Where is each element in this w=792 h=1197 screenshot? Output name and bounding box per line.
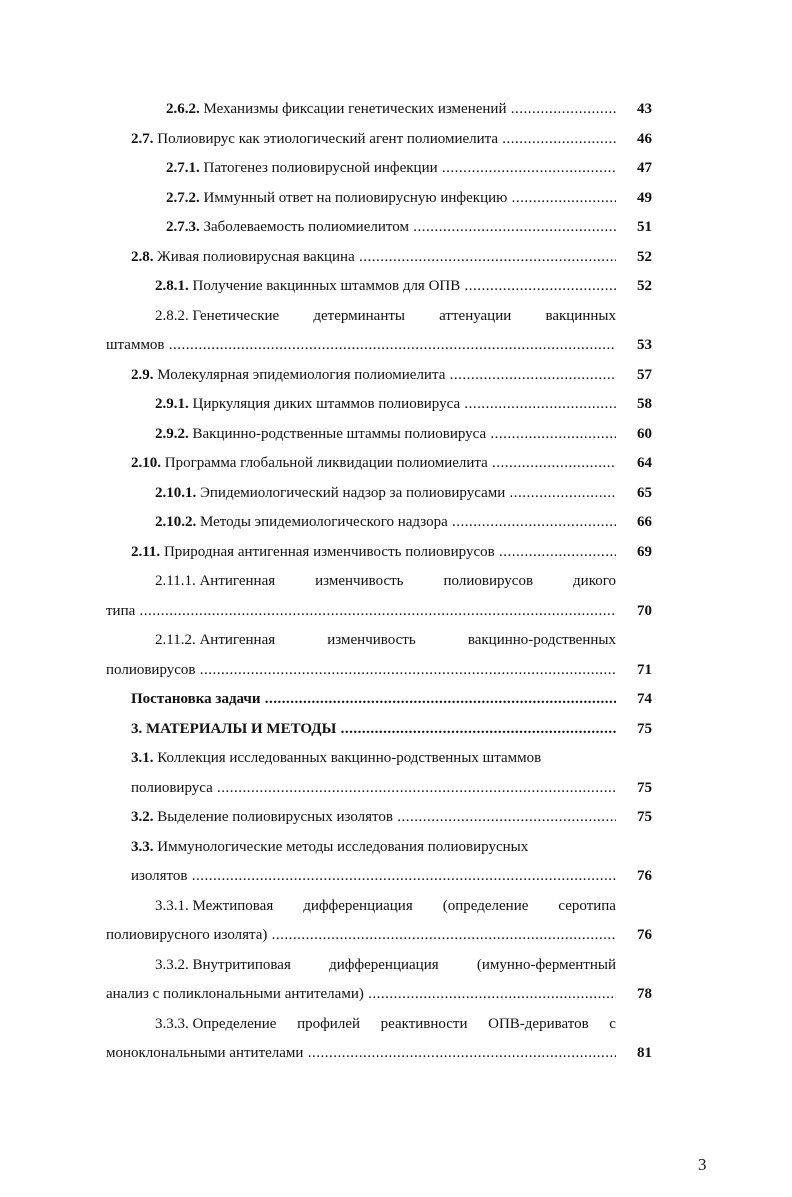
toc-entry [155, 482, 616, 504]
toc-entry [131, 452, 616, 474]
toc-entry-word: ОПВ-дериватов [488, 1016, 589, 1032]
toc-page-number: 69 [637, 544, 652, 560]
toc-entry-title: Вакцинно-родственные штаммы полиовируса [192, 426, 487, 442]
dot-leader [409, 219, 616, 235]
dot-leader [213, 780, 616, 796]
toc-entry-number: 3.3.2. [155, 957, 189, 973]
toc-entry-title: Эпидемиологический надзор за полиовирусами [200, 485, 506, 501]
dot-leader [498, 131, 616, 147]
toc-page-number: 66 [637, 514, 652, 530]
dot-leader [188, 868, 617, 884]
toc-entry-title: Молекулярная эпидемиология полиомиелита [157, 367, 446, 383]
toc-entry [166, 187, 616, 209]
toc-entry-word: аттенуации [439, 308, 512, 324]
toc-entry-continuation [106, 1042, 616, 1064]
toc-page-number: 76 [637, 868, 652, 884]
toc-entry-number: 2.10.2. [155, 514, 197, 530]
dot-leader [355, 249, 616, 265]
toc-page-number: 58 [637, 396, 652, 412]
dot-leader [438, 160, 616, 176]
dot-leader [261, 691, 616, 707]
toc-page-number: 65 [637, 485, 652, 501]
toc-entry-number: 3.2. [131, 809, 154, 825]
toc-entry-continuation [106, 983, 616, 1005]
toc-entry-word: реактивности [380, 1016, 468, 1032]
toc-entry [131, 364, 616, 386]
toc-entry-number: 2.11.2. [155, 632, 196, 648]
toc-entry-word: Генетические [192, 308, 280, 324]
toc-entry [166, 157, 616, 179]
toc-entry [131, 128, 616, 150]
toc-page-number: 57 [637, 367, 652, 383]
page-number: 3 [698, 1155, 707, 1174]
toc-entry [166, 98, 616, 120]
toc-entry-number: 2.9. [131, 367, 154, 383]
toc-entry-title: Патогенез полиовирусной инфекции [203, 160, 438, 176]
toc-page-number: 70 [637, 603, 652, 619]
dot-leader [364, 986, 616, 1002]
toc-page-number: 76 [637, 927, 652, 943]
toc-entry-title: Механизмы фиксации генетических изменений [203, 101, 507, 117]
toc-entry-number: 2.6.2. [166, 101, 200, 117]
toc-page-number: 81 [637, 1045, 652, 1061]
dot-leader [196, 662, 617, 678]
toc-entry-number: 2.7.3. [166, 219, 200, 235]
toc-entry-word: Антигенная [199, 632, 276, 648]
toc-entry-word: Определение [192, 1016, 277, 1032]
toc-entry [131, 688, 616, 710]
toc-page-number: 75 [637, 809, 652, 825]
toc-page-number: 60 [637, 426, 652, 442]
toc-entry-number: 2.7.2. [166, 190, 200, 206]
toc-entry-word: Межтиповая [192, 898, 274, 914]
toc-entry-title: Полиовирус как этиологический агент полиомиелита [157, 131, 499, 147]
toc-entry-title: Постановка задачи [131, 691, 261, 707]
toc-entry-word: серотипа [558, 898, 616, 914]
toc-entry [131, 836, 616, 858]
dot-leader [460, 278, 616, 294]
toc-entry-title: Выделение полиовирусных изолятов [157, 809, 393, 825]
toc-entry-title: Циркуляция диких штаммов полиовируса [192, 396, 461, 412]
toc-entry-continuation [106, 924, 616, 946]
toc-entry [131, 718, 616, 740]
toc-entry-continuation [131, 865, 616, 887]
toc-entry-number: 2.8.2. [155, 308, 189, 324]
toc-entry-word: изменчивость [315, 573, 404, 589]
toc-entry-continuation [131, 777, 616, 799]
toc-entry-word: с [609, 1016, 616, 1032]
toc-entry-number: 3.3.3. [155, 1016, 189, 1032]
toc-entry-title: Коллекция исследованных вакцинно-родственных штаммов [157, 750, 542, 766]
toc-entry-number: 2.10. [131, 455, 161, 471]
toc-entry [155, 423, 616, 445]
toc-entry-title: Живая полиовирусная вакцина [157, 249, 355, 265]
toc-entry-word: изменчивость [327, 632, 416, 648]
toc-entry-title: полиовируса [131, 780, 213, 796]
toc-entry-number: 3.3. [131, 839, 154, 855]
toc-entry-word: Антигенная [199, 573, 276, 589]
toc-page-number: 47 [637, 160, 652, 176]
toc-entry [131, 246, 616, 268]
toc-entry-word: (имунно-ферментный [476, 957, 616, 973]
toc-entry [131, 747, 616, 769]
toc-page-number: 53 [637, 337, 652, 353]
toc-entry [166, 216, 616, 238]
dot-leader [488, 455, 616, 471]
toc-entry-word: дифференциация [303, 898, 413, 914]
toc-entry [131, 806, 616, 828]
toc-page-number: 75 [637, 721, 652, 737]
toc-entry-number: 2.7.1. [166, 160, 200, 176]
toc-entry-title: моноклональными антителами [106, 1045, 304, 1061]
dot-leader [505, 485, 616, 501]
toc-entry-word: дикого [573, 573, 616, 589]
toc-entry-number: 2.9.2. [155, 426, 189, 442]
dot-leader [448, 514, 616, 530]
toc-entry-title: изолятов [131, 868, 188, 884]
dot-leader [495, 544, 616, 560]
toc-entry [155, 570, 616, 592]
toc-entry-word: полиовирусов [443, 573, 534, 589]
toc-entry-word: дифференциация [329, 957, 439, 973]
toc-page-number: 74 [637, 691, 652, 707]
toc-entry-title: Заболеваемость полиомиелитом [203, 219, 409, 235]
toc-entry-number: 2.11. [131, 544, 161, 560]
toc-page-number: 46 [637, 131, 652, 147]
toc-page-number: 52 [637, 278, 652, 294]
toc-page-number: 52 [637, 249, 652, 265]
toc-entry-title: штаммов [106, 337, 165, 353]
toc-entry-continuation [106, 600, 616, 622]
dot-leader [303, 1045, 616, 1061]
toc-entry-title: 3. МАТЕРИАЛЫ И МЕТОДЫ [131, 721, 337, 737]
dot-leader [445, 367, 616, 383]
dot-leader [267, 927, 616, 943]
toc-entry-title: Методы эпидемиологического надзора [200, 514, 448, 530]
toc-entry-number: 2.8.1. [155, 278, 189, 294]
toc-entry-title: Природная антигенная изменчивость полиовирусов [163, 544, 495, 560]
toc-entry-title: типа [106, 603, 136, 619]
dot-leader [506, 101, 616, 117]
toc-entry-number: 2.9.1. [155, 396, 189, 412]
toc-page-number: 71 [637, 662, 652, 678]
toc-entry-word: вакцинно-родственных [467, 632, 616, 648]
toc-entry [155, 629, 616, 651]
toc-entry-number: 2.8. [131, 249, 154, 265]
toc-entry-number: 2.11.1. [155, 573, 196, 589]
dot-leader [460, 396, 616, 412]
toc-entry-continuation [106, 659, 616, 681]
toc-entry [155, 275, 616, 297]
toc-page-number: 75 [637, 780, 652, 796]
dot-leader [393, 809, 616, 825]
toc-entry [155, 954, 616, 976]
toc-entry-title: Иммунный ответ на полиовирусную инфекцию [203, 190, 508, 206]
toc-entry-title: Иммунологические методы исследования полиовирусных [157, 839, 529, 855]
toc-page-number: 51 [637, 219, 652, 235]
toc-entry-number: 3.1. [131, 750, 154, 766]
dot-leader [135, 603, 616, 619]
dot-leader [165, 337, 616, 353]
toc-entry-continuation [106, 334, 616, 356]
toc-entry-title: анализ с поликлональными антителами) [106, 986, 364, 1002]
toc-entry-number: 2.7. [131, 131, 154, 147]
toc-entry-number: 2.10.1. [155, 485, 197, 501]
toc-entry-title: полиовирусов [106, 662, 196, 678]
toc-entry-word: вакцинных [545, 308, 616, 324]
dot-leader [336, 721, 616, 737]
dot-leader [507, 190, 616, 206]
toc-entry-title: полиовирусного изолята) [106, 927, 268, 943]
toc-entry [155, 393, 616, 415]
toc-entry [155, 511, 616, 533]
toc-entry [131, 541, 616, 563]
toc-page-number: 78 [637, 986, 652, 1002]
toc-entry-word: (определение [442, 898, 529, 914]
toc-entry-word: детерминанты [313, 308, 405, 324]
toc-entry [155, 1013, 616, 1035]
toc-entry-word: профилей [297, 1016, 361, 1032]
toc-entry-title: Получение вакцинных штаммов для ОПВ [192, 278, 461, 294]
toc-entry [155, 305, 616, 327]
toc-page-number: 43 [637, 101, 652, 117]
toc-page-number: 49 [637, 190, 652, 206]
toc-entry-number: 3.3.1. [155, 898, 189, 914]
toc-entry [155, 895, 616, 917]
toc-entry-word: Внутритиповая [192, 957, 291, 973]
toc-page-number: 64 [637, 455, 652, 471]
dot-leader [486, 426, 616, 442]
toc-entry-title: Программа глобальной ликвидации полиомиелита [164, 455, 488, 471]
